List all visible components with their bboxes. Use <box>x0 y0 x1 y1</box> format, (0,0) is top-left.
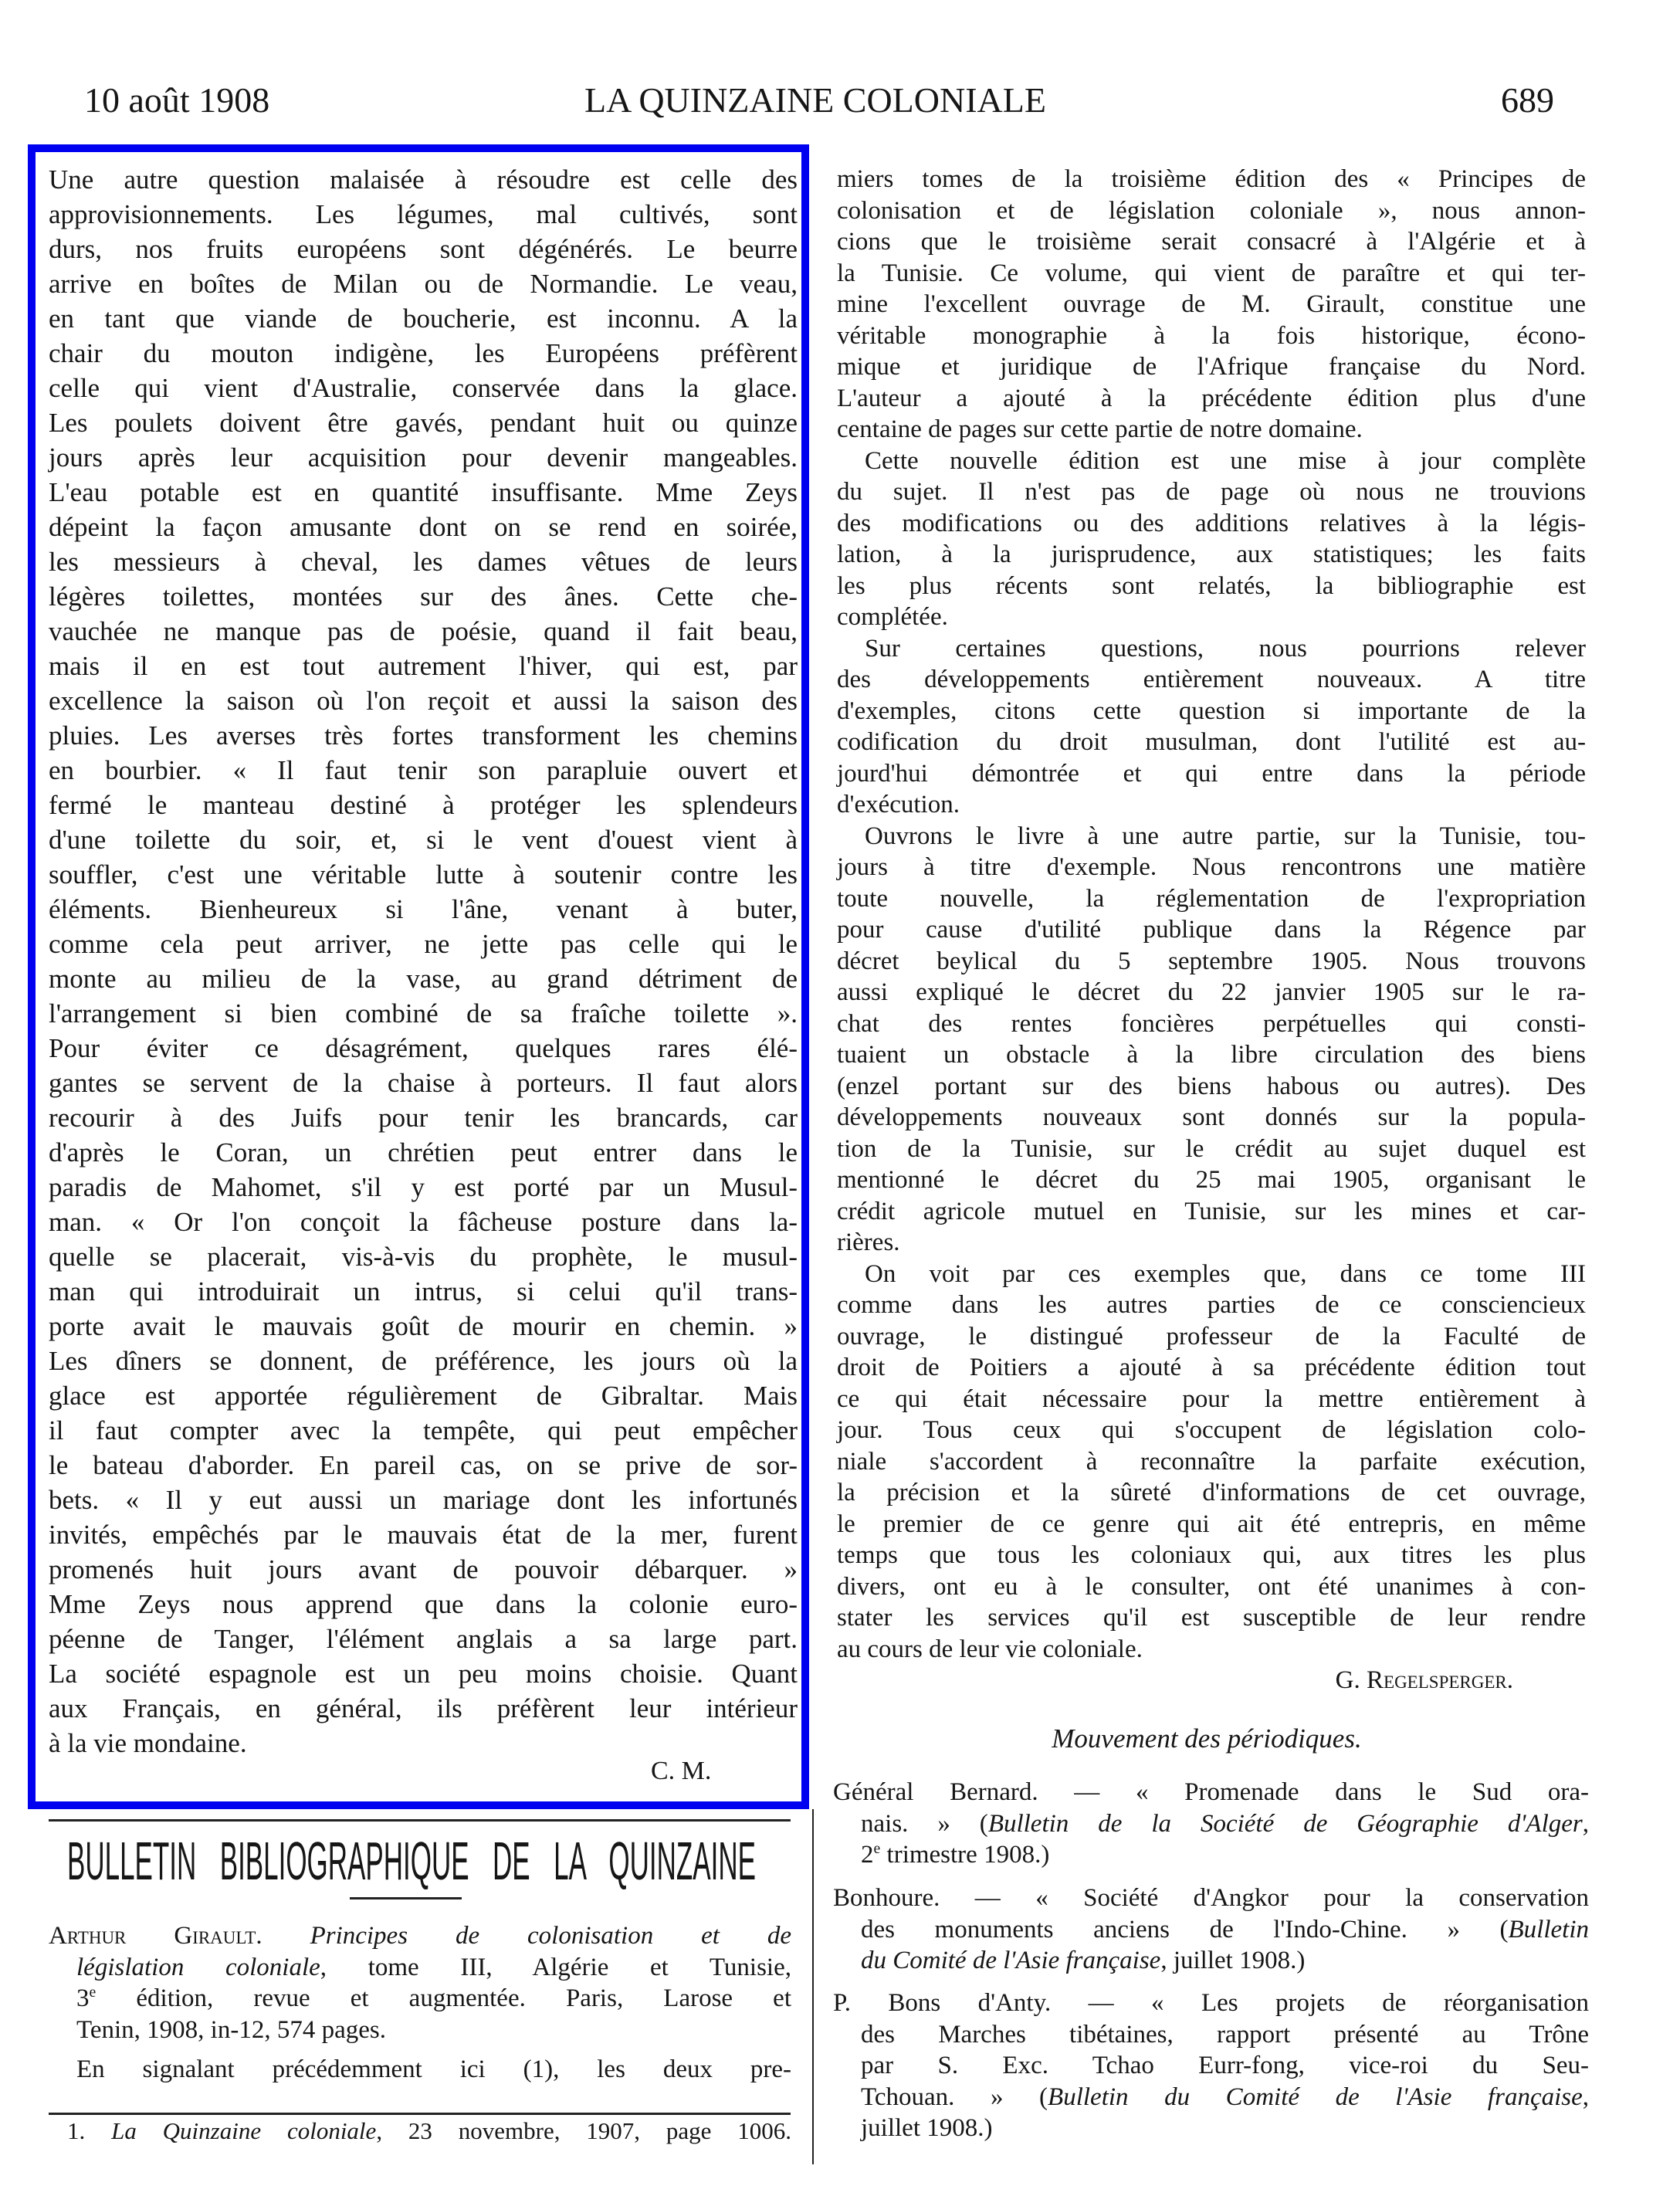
text-line <box>833 2019 1589 2051</box>
column-divider <box>812 1809 814 2164</box>
text-line: en tant que viande de boucherie, est inconnu. A la <box>49 303 798 334</box>
text-line: jourd'hui démontrée et qui entre dans la période <box>837 759 1586 788</box>
text-line: crédit agricole mutuel en Tunisie, sur les mines et car- <box>837 1197 1586 1225</box>
text-line: colonisation et de législation coloniale », nous annon- <box>837 196 1586 225</box>
text-segment: édition, revue et augmentée. Paris, Larose et <box>96 1984 791 2012</box>
paragraph <box>837 821 1586 1259</box>
text-line: Ouvrons le livre à une autre partie, sur la Tunisie, tou- <box>865 822 1586 850</box>
text-segment: 2 <box>861 1841 874 1869</box>
text-segment: Bulletin de la Société de Géographie d'Alger <box>987 1809 1583 1838</box>
text-line: le bateau d'aborder. En pareil cas, on se prive de sor- <box>49 1450 798 1480</box>
text-line: promenés huit jours avant de pouvoir débarquer. » <box>49 1554 798 1584</box>
periodical-entry <box>833 1883 1589 1977</box>
text-line: stater les services qu'il est susceptible de leur rendre <box>837 1604 1586 1632</box>
text-segment: , juillet 1908.) <box>1160 1947 1306 1974</box>
bibliography-entry <box>49 1920 791 2045</box>
text-segment: trimestre 1908.) <box>880 1841 1050 1869</box>
text-line: centaine de pages sur cette partie de notre domaine. <box>837 415 1363 443</box>
text-segment: , <box>1582 2082 1589 2111</box>
text-line: glace est apportée régulièrement de Gibraltar. Mais <box>49 1381 798 1411</box>
text-line: d'exécution. <box>837 791 960 818</box>
text-line: L'eau potable est en quantité insuffisante. Mme Zeys <box>49 477 798 507</box>
text-line: La société espagnole est un peu moins choisie. Quant <box>49 1659 798 1689</box>
text-line: gantes se servent de la chaise à porteurs. Il faut alors <box>49 1068 798 1098</box>
text-line: toute nouvelle, la réglementation de l'expropriation <box>837 884 1586 913</box>
text-line: comme cela peut arriver, ne jette pas celle qui le <box>49 929 798 959</box>
text-segment: 3 <box>76 1984 90 2012</box>
paragraph <box>49 1920 791 2045</box>
text-segment: juillet 1908.) <box>861 2114 993 2142</box>
text-line: bets. « Il y eut aussi un mariage dont les infortunés <box>49 1485 798 1515</box>
text-segment: Général Bernard. — « Promenade dans le Sud ora- <box>833 1778 1589 1806</box>
periodical-entry <box>833 1988 1589 2144</box>
text-segment: Bonhoure. — « Société d'Angkor pour la conservation <box>833 1884 1589 1912</box>
text-line: fermé le manteau destiné à protéger les splendeurs <box>49 790 798 820</box>
footnote-rule <box>49 2113 791 2115</box>
text-segment: 1. <box>67 2117 112 2144</box>
text-line <box>833 1777 1589 1808</box>
text-line: Mme Zeys nous apprend que dans la colonie euro- <box>49 1589 798 1619</box>
text-line: Cette nouvelle édition est une mise à jour complète <box>865 446 1586 475</box>
text-segment: , tome III, Algérie et Tunisie, <box>320 1953 791 1981</box>
text-line: man qui introduirait un intrus, si celui qu'il trans- <box>49 1276 798 1306</box>
text-segment: des monuments anciens de l'Indo-Chine. » ( <box>861 1915 1509 1944</box>
text-line: ce qui était nécessaire pour la mettre entièrement à <box>837 1384 1586 1413</box>
text-line: invités, empêchés par le mauvais état de la mer, furent <box>49 1520 798 1550</box>
text-line: des modifications ou des additions relatives à la légis- <box>837 509 1586 537</box>
text-line: Pour éviter ce désagrément, quelques rares élé- <box>49 1033 798 1063</box>
text-line: d'une toilette du soir, et, si le vent d'ouest vient à <box>49 825 798 855</box>
text-segment: Tenin, 1908, in-12, 574 pages. <box>76 2015 386 2044</box>
text-line <box>49 1983 791 2015</box>
text-line: lation, à la jurisprudence, aux statistiques; les faits <box>837 541 1586 568</box>
text-line: celle qui vient d'Australie, conservée dans la glace. <box>49 373 798 403</box>
text-line: monte au milieu de la vase, au grand détriment de <box>49 964 798 994</box>
text-line: cions que le troisième serait consacré à l'Algérie et à <box>837 228 1586 256</box>
text-line: il faut compter avec la tempête, qui peut empêcher <box>49 1415 798 1445</box>
text-line: tion de la Tunisie, sur le crédit au sujet duquel est <box>837 1134 1586 1163</box>
text-line: droit de Poitiers a ajouté à sa précédente édition tout <box>837 1354 1586 1381</box>
text-line: dépeint la façon amusante dont on se rend en soirée, <box>49 512 798 542</box>
text-line: aussi expliqué le décret du 22 janvier 1905 sur le ra- <box>837 978 1586 1006</box>
text-line: la Tunisie. Ce volume, qui vient de paraître et qui ter- <box>837 259 1586 287</box>
text-line: chair du mouton indigène, les Européens préfèrent <box>49 338 798 368</box>
right-column-review <box>837 164 1586 1665</box>
text-line: d'après le Coran, un chrétien peut entrer dans le <box>49 1137 798 1167</box>
text-segment: par S. Exc. Tchao Eurr-fong, vice-roi du Seu- <box>861 2052 1589 2079</box>
text-line: excellence la saison où l'on reçoit et aussi la saison des <box>49 686 798 716</box>
paragraph <box>833 1777 1589 1871</box>
text-line: approvisionnements. Les légumes, mal cultivés, sont <box>49 199 798 229</box>
text-segment: législation coloniale <box>76 1953 320 1981</box>
left-column-article <box>49 162 798 1761</box>
text-line: arrive en boîtes de Milan ou de Normandie. Le veau, <box>49 269 798 299</box>
text-line <box>49 1952 791 1984</box>
text-line: tuaient un obstacle à la libre circulation des biens <box>837 1041 1586 1069</box>
journal-title: LA QUINZAINE COLONIALE <box>584 80 1046 120</box>
text-line: L'auteur a ajouté à la précédente édition plus d'une <box>837 384 1586 412</box>
text-line: man. « Or l'on conçoit la fâcheuse posture dans la- <box>49 1207 798 1237</box>
text-segment: des Marches tibétaines, rapport présenté au Trône <box>861 2020 1589 2049</box>
text-line: chat des rentes foncières perpétuelles qui consti- <box>837 1009 1586 1038</box>
text-line: complétée. <box>837 603 948 631</box>
text-line: péenne de Tanger, l'élément anglais a sa large part. <box>49 1624 798 1654</box>
text-line: recourir à des Juifs pour tenir les brancards, car <box>49 1103 798 1133</box>
text-line: miers tomes de la troisième édition des « Principes de <box>837 165 1586 193</box>
text-line: du sujet. Il n'est pas de page où nous ne trouvions <box>837 478 1586 506</box>
text-line: durs, nos fruits européens sont dégénérés. Le beurre <box>49 234 798 264</box>
text-line: mais il en est tout autrement l'hiver, qui est, par <box>49 651 798 681</box>
text-line: paradis de Mahomet, s'il y est porté par un Musul- <box>49 1172 798 1202</box>
bibliography-intro <box>49 2054 791 2086</box>
signature-text: G. Regelsperger. <box>1335 1666 1513 1694</box>
text-line: à la vie mondaine. <box>49 1728 247 1758</box>
paragraph <box>837 164 1586 446</box>
text-line: Une autre question malaisée à résoudre est celle des <box>49 164 798 195</box>
text-line: au cours de leur vie coloniale. <box>837 1635 1143 1663</box>
footnote <box>67 2116 791 2147</box>
text-line: jour. Tous ceux qui s'occupent de législation colo- <box>837 1416 1586 1444</box>
text-line: des développements entièrement nouveaux. A titre <box>837 666 1586 693</box>
text-line: rières. <box>837 1228 900 1256</box>
text-line: véritable monographie à la fois historique, écono- <box>837 321 1586 350</box>
text-line: en bourbier. « Il faut tenir son parapluie ouvert et <box>49 755 798 785</box>
text-line: mine l'excellent ouvrage de M. Girault, constitue une <box>837 290 1586 318</box>
text-line: les messieurs à cheval, les dames vêtues de leurs <box>49 547 798 577</box>
text-line: souffler, c'est une véritable lutte à soutenir contre les <box>49 859 798 890</box>
text-segment: e <box>89 1984 97 2001</box>
text-segment <box>262 1922 310 1950</box>
periodical-entry <box>833 1777 1589 1871</box>
page-number: 689 <box>1501 80 1554 120</box>
text-line: ouvrage, le distingué professeur de la Faculté de <box>837 1322 1586 1350</box>
text-line <box>833 1808 1589 1840</box>
text-segment: du Comité de l'Asie française <box>861 1947 1161 1974</box>
text-segment: Bulletin du Comité de l'Asie française <box>1048 2082 1583 2111</box>
text-line: l'arrangement si bien combiné de sa fraîche toilette ». <box>49 998 798 1029</box>
text-line: Les dîners se donnent, de préférence, les jours où la <box>49 1346 798 1376</box>
text-line <box>67 2116 791 2147</box>
text-line: jours après leur acquisition pour devenir mangeables. <box>49 442 798 473</box>
text-segment: , <box>1582 1809 1589 1838</box>
text-segment: nais. » ( <box>861 1809 988 1838</box>
text-line: mentionné le décret du 25 mai 1905, organisant le <box>837 1166 1586 1194</box>
text-line: comme dans les autres parties de ce consciencieux <box>837 1291 1586 1319</box>
text-line <box>833 1945 1589 1977</box>
text-line: vauchée ne manque pas de poésie, quand il fait beau, <box>49 616 798 646</box>
review-signature <box>1235 1665 1513 1696</box>
periodicals-heading: Mouvement des périodiques. <box>1052 1723 1362 1754</box>
text-line: jours à titre d'exemple. Nous rencontrons une matière <box>837 853 1586 881</box>
text-line: porte avait le mauvais goût de mourir en chemin. » <box>49 1311 798 1341</box>
paragraph <box>837 633 1586 821</box>
text-line: pour cause d'utilité publique dans la Régence par <box>837 916 1586 944</box>
text-line: quelle se placerait, vis-à-vis du prophète, le musul- <box>49 1242 798 1272</box>
article-signature: C. M. <box>651 1757 712 1785</box>
paragraph <box>49 162 798 1761</box>
text-line: le premier de ce genre qui ait été entrepris, en même <box>837 1510 1586 1538</box>
text-line: niale s'accordent à reconnaître la parfaite exécution, <box>837 1447 1586 1476</box>
text-line <box>833 1988 1589 2019</box>
text-segment: La Quinzaine coloniale <box>111 2117 377 2144</box>
text-line <box>833 2082 1589 2113</box>
text-line: On voit par ces exemples que, dans ce tome III <box>865 1259 1586 1288</box>
text-line <box>833 1839 1589 1871</box>
text-line: éléments. Bienheureux si l'âne, venant à buter, <box>49 894 798 924</box>
text-line: Les poulets doivent être gavés, pendant huit ou quinze <box>49 408 798 438</box>
text-segment: Principes de colonisation et de <box>310 1922 792 1950</box>
text-line: d'exemples, citons cette question si importante de la <box>837 696 1586 725</box>
text-line <box>833 2113 1589 2144</box>
heading-rule <box>350 1897 462 1899</box>
header-date: 10 août 1908 <box>84 80 270 120</box>
text-segment: P. Bons d'Anty. — « Les projets de réorganisation <box>833 1989 1589 2017</box>
text-line: la précision et la sûreté d'informations de cet ouvrage, <box>837 1479 1586 1506</box>
text-line <box>49 1920 791 1952</box>
text-line: les plus récents sont relatés, la bibliographie est <box>837 571 1586 600</box>
text-line: mique et juridique de l'Afrique française du Nord. <box>837 353 1586 381</box>
text-line <box>833 1914 1589 1946</box>
text-line: pluies. Les averses très fortes transforment les chemins <box>49 720 798 751</box>
paragraph <box>833 1988 1589 2144</box>
text-line: codification du droit musulman, dont l'utilité est au- <box>837 728 1586 756</box>
text-line: divers, ont eu à le consulter, ont été unanimes à con- <box>837 1572 1586 1601</box>
bulletin-heading: BULLETIN BIBLIOGRAPHIQUE DE LA QUINZAINE <box>67 1831 756 1891</box>
paragraph <box>833 1883 1589 1977</box>
text-segment: e <box>873 1840 881 1857</box>
text-segment: Arthur Girault. <box>49 1922 262 1950</box>
text-line: aux Français, en général, ils préfèrent leur intérieur <box>49 1693 798 1723</box>
text-line: décret beylical du 5 septembre 1905. Nous trouvons <box>837 947 1586 975</box>
text-line: légères toilettes, montées sur des ânes. Cette che- <box>49 581 798 612</box>
text-line <box>833 2050 1589 2082</box>
text-line <box>833 1883 1589 1914</box>
paragraph <box>837 1259 1586 1666</box>
paragraph <box>837 446 1586 633</box>
text-segment: Bulletin <box>1508 1915 1589 1944</box>
text-line: En signalant précédemment ici (1), les deux pre- <box>76 2055 791 2083</box>
text-segment: Tchouan. » ( <box>861 2082 1048 2111</box>
text-line: temps que tous les coloniaux qui, aux titres les plus <box>837 1541 1586 1569</box>
text-line: Sur certaines questions, nous pourrions relever <box>865 634 1586 663</box>
section-divider <box>49 1819 791 1822</box>
text-line: (enzel portant sur des biens habous ou autres). Des <box>837 1072 1586 1100</box>
text-line <box>49 2015 791 2046</box>
text-segment: , 23 novembre, 1907, page 1006. <box>376 2117 791 2144</box>
text-line: développements nouveaux sont donnés sur la popula- <box>837 1103 1586 1131</box>
